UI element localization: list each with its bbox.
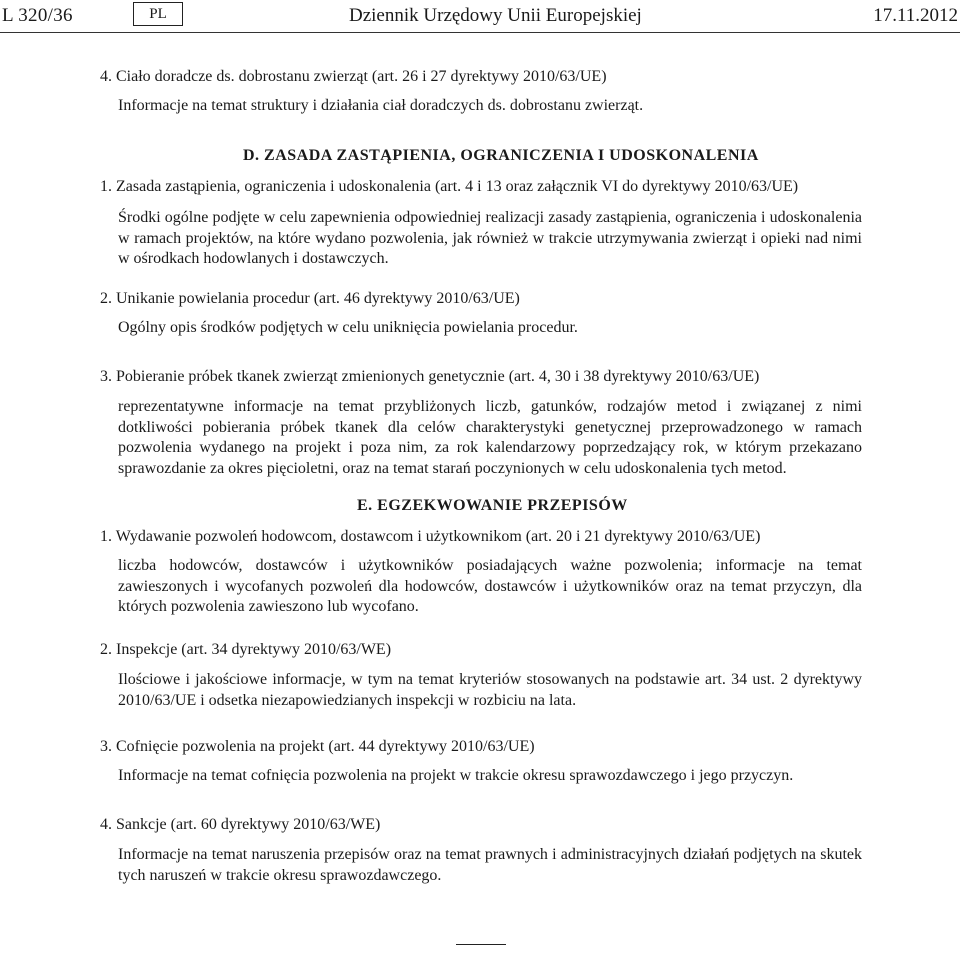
item-title: 1. Zasada zastąpienia, ograniczenia i udoskonalenia (art. 4 i 13 oraz załącznik VI do dyrektywy 2010/63/UE): [100, 178, 799, 195]
language-badge: PL: [133, 2, 183, 26]
item-body: Ilościowe i jakościowe informacje, w tym na temat kryteriów stosowanych na podstawie art. 34 ust. 2 dyrektywy 2010/63/UE i odsetka niezapowiedzianych inspekcji w rozbiciu na lata.: [118, 671, 862, 709]
section-heading-d: D. ZASADA ZASTĄPIENIA, OGRANICZENIA I UDOSKONALENIA: [243, 147, 759, 164]
item-body: Informacje na temat naruszenia przepisów oraz na temat prawnych i administracyjnych działań podjętych na skutek tych naruszeń w trakcie okresu sprawozdawczego.: [118, 846, 862, 884]
item-title: 2. Unikanie powielania procedur (art. 46 dyrektywy 2010/63/UE): [100, 290, 520, 307]
page-reference: L 320/36: [2, 5, 73, 26]
item-title: 3. Pobieranie próbek tkanek zwierząt zmienionych genetycznie (art. 4, 30 i 38 dyrektywy 2010/63/UE): [100, 368, 760, 385]
section-title: 4. Ciało doradcze ds. dobrostanu zwierząt (art. 26 i 27 dyrektywy 2010/63/UE): [100, 68, 607, 85]
item-title: 4. Sankcje (art. 60 dyrektywy 2010/63/WE): [100, 816, 381, 833]
publication-date: 17.11.2012: [873, 5, 958, 26]
item-body: Środki ogólne podjęte w celu zapewnienia odpowiedniej realizacji zasady zastąpienia, ograniczenia i udoskonalenia w ramach projektów, na które wydano pozwolenia, jak również w trakcie utrzymywania zwierząt i opieki nad nimi w ośrodkach hodowlanych i dostawczych.: [118, 209, 862, 267]
section-heading-e: E. EGZEKWOWANIE PRZEPISÓW: [357, 497, 628, 514]
item-body: reprezentatywne informacje na temat przybliżonych liczb, gatunków, rodzajów metod i związanej z nimi dotkliwości pobierania próbek tkanek dla celów charakterystyki genetycznej przeprowadzonego w ramach pozwolenia wydanego na projekt i poza nim, za rok kalendarzowy poprzedzający rok, w którym przekazano sprawozdanie za okres pięcioletni, oraz na temat starań poczynionych w celu udoskonalenia tych metod.: [118, 398, 862, 477]
item-body: Informacje na temat cofnięcia pozwolenia na projekt w trakcie okresu sprawozdawczego i jego przyczyn.: [118, 767, 794, 784]
item-body: liczba hodowców, dostawców i użytkowników posiadających ważne pozwolenia; informacje na temat zawieszonych i wycofanych pozwoleń dla hodowców, dostawców i użytkowników oraz na temat przyczyn, dla których pozwolenia zawieszono lub wycofano.: [118, 557, 862, 615]
page-header: [0, 2, 960, 33]
item-title: 2. Inspekcje (art. 34 dyrektywy 2010/63/WE): [100, 641, 392, 658]
footnote-rule: [456, 944, 506, 945]
journal-title: Dziennik Urzędowy Unii Europejskiej: [349, 5, 642, 26]
item-title: 3. Cofnięcie pozwolenia na projekt (art. 44 dyrektywy 2010/63/UE): [100, 738, 535, 755]
item-title: 1. Wydawanie pozwoleń hodowcom, dostawcom i użytkownikom (art. 20 i 21 dyrektywy 2010/63/UE): [100, 528, 761, 545]
item-body: Ogólny opis środków podjętych w celu uniknięcia powielania procedur.: [118, 319, 578, 336]
section-body: Informacje na temat struktury i działania ciał doradczych ds. dobrostanu zwierząt.: [118, 97, 644, 114]
